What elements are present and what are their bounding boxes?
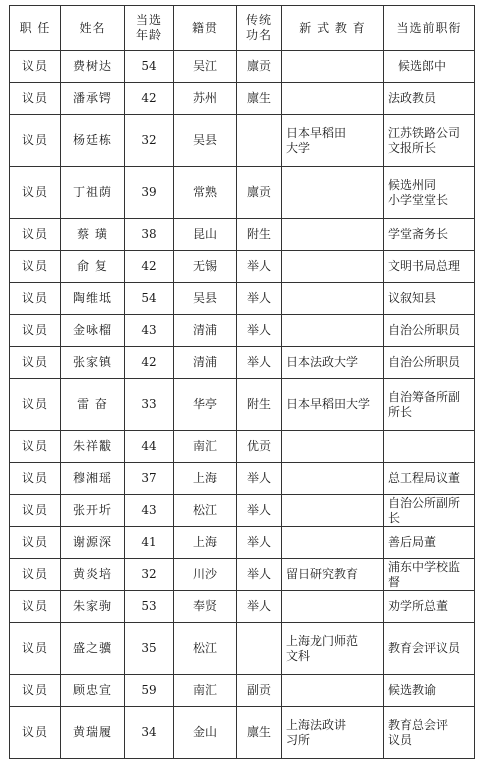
previous-post-cell: 自治公所职员 bbox=[384, 347, 475, 379]
position-cell: 议员 bbox=[10, 115, 61, 167]
position-cell: 议员 bbox=[10, 83, 61, 115]
position-cell: 议员 bbox=[10, 591, 61, 623]
name-cell: 黄瑞履 bbox=[61, 707, 125, 759]
name-cell: 顾忠宣 bbox=[61, 675, 125, 707]
age-cell: 34 bbox=[125, 707, 174, 759]
name-cell: 俞 复 bbox=[61, 251, 125, 283]
education-cell bbox=[282, 83, 384, 115]
education-cell: 日本早稻田 大学 bbox=[282, 115, 384, 167]
name-cell: 雷 奋 bbox=[61, 379, 125, 431]
age-cell: 41 bbox=[125, 527, 174, 559]
table-row bbox=[10, 559, 475, 591]
education-cell bbox=[282, 591, 384, 623]
name-cell: 费树达 bbox=[61, 51, 125, 83]
native-place-cell: 清浦 bbox=[174, 315, 237, 347]
header-cell-previous-post: 当选前职衔 bbox=[384, 6, 475, 51]
position-cell: 议员 bbox=[10, 431, 61, 463]
native-place-cell: 无锡 bbox=[174, 251, 237, 283]
name-cell: 黄炎培 bbox=[61, 559, 125, 591]
previous-post-cell: 江苏铁路公司 文报所长 bbox=[384, 115, 475, 167]
table-row bbox=[10, 167, 475, 219]
table-row bbox=[10, 463, 475, 495]
previous-post-cell: 议叙知县 bbox=[384, 283, 475, 315]
age-cell: 43 bbox=[125, 315, 174, 347]
native-place-cell: 南汇 bbox=[174, 675, 237, 707]
header-cell-native: 籍贯 bbox=[174, 6, 237, 51]
age-cell: 32 bbox=[125, 115, 174, 167]
education-cell: 上海龙门师范 文科 bbox=[282, 623, 384, 675]
previous-post-cell: 自治筹备所副 所长 bbox=[384, 379, 475, 431]
title-cell: 举人 bbox=[237, 591, 282, 623]
previous-post-cell: 候选教谕 bbox=[384, 675, 475, 707]
table-row bbox=[10, 83, 475, 115]
title-cell: 举人 bbox=[237, 559, 282, 591]
name-cell: 盛之骥 bbox=[61, 623, 125, 675]
position-cell: 议员 bbox=[10, 251, 61, 283]
name-cell: 杨廷栋 bbox=[61, 115, 125, 167]
name-cell: 蔡 璜 bbox=[61, 219, 125, 251]
title-cell: 举人 bbox=[237, 283, 282, 315]
header-cell-name: 姓名 bbox=[61, 6, 125, 51]
age-cell: 42 bbox=[125, 347, 174, 379]
education-cell bbox=[282, 219, 384, 251]
position-cell: 议员 bbox=[10, 283, 61, 315]
table-row bbox=[10, 527, 475, 559]
name-cell: 丁祖荫 bbox=[61, 167, 125, 219]
title-cell: 举人 bbox=[237, 463, 282, 495]
age-cell: 54 bbox=[125, 283, 174, 315]
education-cell bbox=[282, 527, 384, 559]
native-place-cell: 南汇 bbox=[174, 431, 237, 463]
education-cell bbox=[282, 495, 384, 527]
header-cell-education: 新 式 教 育 bbox=[282, 6, 384, 51]
previous-post-cell: 自治公所副所长 bbox=[384, 495, 475, 527]
title-cell bbox=[237, 115, 282, 167]
table-row bbox=[10, 115, 475, 167]
title-cell: 优贡 bbox=[237, 431, 282, 463]
age-cell: 42 bbox=[125, 251, 174, 283]
education-cell bbox=[282, 251, 384, 283]
education-cell: 日本法政大学 bbox=[282, 347, 384, 379]
name-cell: 张家镇 bbox=[61, 347, 125, 379]
name-cell: 潘承锷 bbox=[61, 83, 125, 115]
previous-post-cell: 善后局董 bbox=[384, 527, 475, 559]
title-cell: 举人 bbox=[237, 315, 282, 347]
name-cell: 穆湘瑶 bbox=[61, 463, 125, 495]
native-place-cell: 清浦 bbox=[174, 347, 237, 379]
previous-post-cell: 自治公所职员 bbox=[384, 315, 475, 347]
title-cell: 廪贡 bbox=[237, 167, 282, 219]
table-row bbox=[10, 51, 475, 83]
previous-post-cell: 学堂斋务长 bbox=[384, 219, 475, 251]
header-cell-title: 传统 功名 bbox=[237, 6, 282, 51]
age-cell: 59 bbox=[125, 675, 174, 707]
table-row bbox=[10, 675, 475, 707]
table-row bbox=[10, 591, 475, 623]
table-row bbox=[10, 251, 475, 283]
age-cell: 43 bbox=[125, 495, 174, 527]
age-cell: 53 bbox=[125, 591, 174, 623]
name-cell: 谢源深 bbox=[61, 527, 125, 559]
previous-post-cell: 法政教员 bbox=[384, 83, 475, 115]
native-place-cell: 川沙 bbox=[174, 559, 237, 591]
previous-post-cell: 候选州同 小学堂堂长 bbox=[384, 167, 475, 219]
native-place-cell: 上海 bbox=[174, 527, 237, 559]
table-wrapper bbox=[9, 5, 475, 759]
table-row bbox=[10, 431, 475, 463]
age-cell: 33 bbox=[125, 379, 174, 431]
age-cell: 42 bbox=[125, 83, 174, 115]
native-place-cell: 松江 bbox=[174, 623, 237, 675]
position-cell: 议员 bbox=[10, 219, 61, 251]
position-cell: 议员 bbox=[10, 379, 61, 431]
education-cell bbox=[282, 675, 384, 707]
education-cell bbox=[282, 463, 384, 495]
previous-post-cell: 劝学所总董 bbox=[384, 591, 475, 623]
position-cell: 议员 bbox=[10, 675, 61, 707]
age-cell: 32 bbox=[125, 559, 174, 591]
previous-post-cell: 文明书局总理 bbox=[384, 251, 475, 283]
native-place-cell: 苏州 bbox=[174, 83, 237, 115]
header-cell-position: 职 任 bbox=[10, 6, 61, 51]
education-cell bbox=[282, 315, 384, 347]
header-cell-age: 当选 年龄 bbox=[125, 6, 174, 51]
native-place-cell: 吴江 bbox=[174, 51, 237, 83]
previous-post-cell: 教育会评议员 bbox=[384, 623, 475, 675]
position-cell: 议员 bbox=[10, 559, 61, 591]
education-cell bbox=[282, 51, 384, 83]
native-place-cell: 奉贤 bbox=[174, 591, 237, 623]
table-row bbox=[10, 283, 475, 315]
native-place-cell: 吴县 bbox=[174, 283, 237, 315]
education-cell: 上海法政讲 习所 bbox=[282, 707, 384, 759]
table-row bbox=[10, 347, 475, 379]
education-cell bbox=[282, 431, 384, 463]
title-cell: 附生 bbox=[237, 219, 282, 251]
title-cell: 廪生 bbox=[237, 83, 282, 115]
education-cell: 留日研究教育 bbox=[282, 559, 384, 591]
position-cell: 议员 bbox=[10, 527, 61, 559]
native-place-cell: 华亭 bbox=[174, 379, 237, 431]
native-place-cell: 金山 bbox=[174, 707, 237, 759]
position-cell: 议员 bbox=[10, 315, 61, 347]
title-cell: 举人 bbox=[237, 251, 282, 283]
position-cell: 议员 bbox=[10, 463, 61, 495]
table-row bbox=[10, 495, 475, 527]
position-cell: 议员 bbox=[10, 707, 61, 759]
name-cell: 朱祥黻 bbox=[61, 431, 125, 463]
title-cell: 廪贡 bbox=[237, 51, 282, 83]
name-cell: 金咏榴 bbox=[61, 315, 125, 347]
education-cell: 日本早稻田大学 bbox=[282, 379, 384, 431]
position-cell: 议员 bbox=[10, 167, 61, 219]
title-cell: 举人 bbox=[237, 527, 282, 559]
native-place-cell: 常熟 bbox=[174, 167, 237, 219]
table-row bbox=[10, 623, 475, 675]
title-cell: 举人 bbox=[237, 495, 282, 527]
previous-post-cell: 候选郎中 bbox=[384, 51, 475, 83]
name-cell: 陶维坻 bbox=[61, 283, 125, 315]
previous-post-cell: 教育总会评 议员 bbox=[384, 707, 475, 759]
native-place-cell: 吴县 bbox=[174, 115, 237, 167]
table-row bbox=[10, 219, 475, 251]
position-cell: 议员 bbox=[10, 51, 61, 83]
table-row bbox=[10, 379, 475, 431]
name-cell: 张开圻 bbox=[61, 495, 125, 527]
native-place-cell: 上海 bbox=[174, 463, 237, 495]
native-place-cell: 松江 bbox=[174, 495, 237, 527]
education-cell bbox=[282, 167, 384, 219]
title-cell bbox=[237, 623, 282, 675]
education-cell bbox=[282, 283, 384, 315]
age-cell: 37 bbox=[125, 463, 174, 495]
member-table bbox=[9, 5, 475, 759]
title-cell: 廪生 bbox=[237, 707, 282, 759]
age-cell: 38 bbox=[125, 219, 174, 251]
previous-post-cell: 浦东中学校监督 bbox=[384, 559, 475, 591]
age-cell: 35 bbox=[125, 623, 174, 675]
age-cell: 54 bbox=[125, 51, 174, 83]
position-cell: 议员 bbox=[10, 347, 61, 379]
table-row bbox=[10, 315, 475, 347]
title-cell: 附生 bbox=[237, 379, 282, 431]
header-row bbox=[10, 6, 475, 51]
title-cell: 举人 bbox=[237, 347, 282, 379]
age-cell: 39 bbox=[125, 167, 174, 219]
title-cell: 副贡 bbox=[237, 675, 282, 707]
position-cell: 议员 bbox=[10, 495, 61, 527]
age-cell: 44 bbox=[125, 431, 174, 463]
previous-post-cell: 总工程局议董 bbox=[384, 463, 475, 495]
native-place-cell: 昆山 bbox=[174, 219, 237, 251]
previous-post-cell bbox=[384, 431, 475, 463]
name-cell: 朱家驹 bbox=[61, 591, 125, 623]
position-cell: 议员 bbox=[10, 623, 61, 675]
